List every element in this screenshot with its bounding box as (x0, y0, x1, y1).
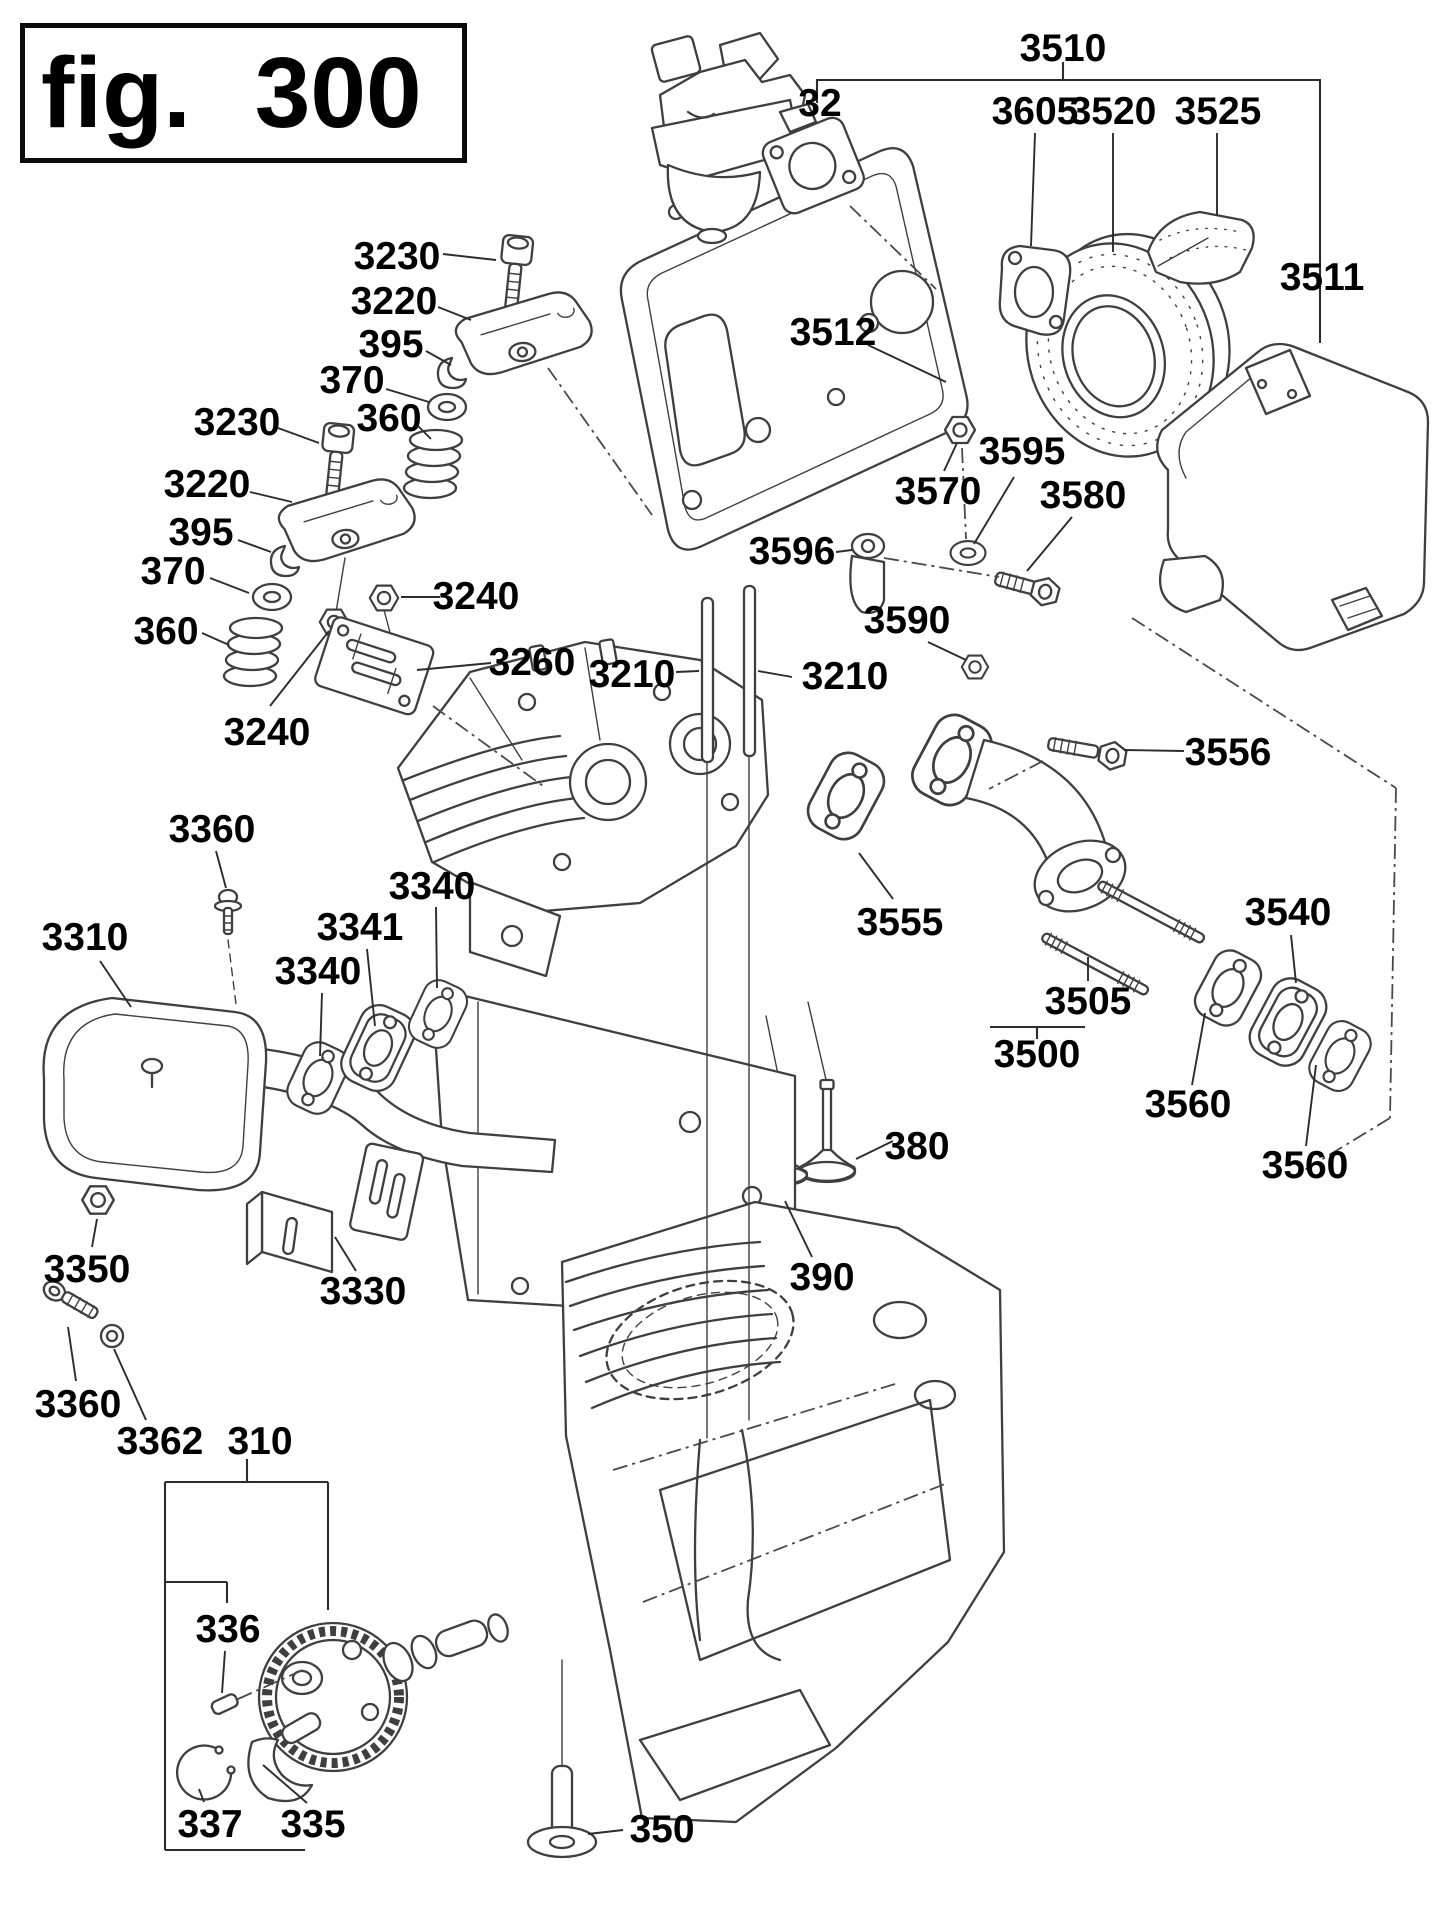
leader-line (1031, 133, 1035, 246)
rocker-arm (277, 477, 418, 563)
leader-line (758, 671, 792, 677)
part-label-395-14: 395 (168, 511, 234, 554)
part-label-3360-36: 3360 (168, 808, 256, 851)
part-label-3555-29: 3555 (856, 901, 944, 944)
part-label-3596-26: 3596 (748, 530, 836, 573)
part-label-370-10: 370 (319, 359, 385, 402)
construction-line (1303, 1118, 1390, 1171)
adjuster-nut (370, 586, 399, 611)
part-label-3350-41: 3350 (43, 1248, 131, 1291)
leader-line (856, 1141, 893, 1159)
leader-line (210, 578, 249, 593)
push-rod-guide-plate (313, 615, 435, 716)
part-label-3260-18: 3260 (488, 641, 576, 684)
part-label-3220-8: 3220 (350, 280, 438, 323)
part-label-3540-28: 3540 (1244, 891, 1332, 934)
valve-tappet (528, 1660, 596, 1857)
leader-line (68, 1327, 76, 1381)
part-label-3505-30: 3505 (1044, 980, 1132, 1023)
valve-spring-clip (438, 358, 466, 388)
spring-retainer (253, 584, 291, 610)
leader-line (944, 443, 957, 471)
part-label-3230-12: 3230 (193, 401, 281, 444)
part-label-380-34: 380 (884, 1125, 950, 1168)
leader-line (1027, 517, 1072, 571)
leader-line (222, 1651, 225, 1693)
filter-foam-element (1148, 212, 1254, 284)
flange-bolt (992, 565, 1061, 609)
part-label-3210-20: 3210 (588, 653, 676, 696)
leader-line (438, 307, 471, 320)
muffler-bolt-upper (215, 890, 241, 1004)
heat-shield (247, 1143, 424, 1272)
construction-line (962, 448, 966, 539)
leader-line (836, 550, 852, 552)
part-label-310-45: 310 (227, 1420, 293, 1463)
construction-line (548, 368, 652, 515)
part-label-3240-17: 3240 (432, 575, 520, 618)
part-label-370-15: 370 (140, 550, 206, 593)
intake-valve (799, 1080, 855, 1182)
leader-line (1192, 1013, 1205, 1085)
camshaft-gear (259, 1623, 407, 1771)
part-label-337-47: 337 (177, 1803, 243, 1846)
stud-bolt (1096, 879, 1206, 946)
spring-retainer (428, 394, 466, 420)
leader-line (202, 633, 229, 645)
part-label-336-46: 336 (195, 1608, 261, 1651)
manifold-bolt (1046, 731, 1128, 772)
part-label-3556-27: 3556 (1184, 731, 1272, 774)
elbow-gasket (1000, 246, 1070, 335)
figure-title: fig. 300 (41, 36, 422, 149)
cylinder-barrel-crankcase (562, 1202, 1004, 1822)
stud-bolt (1040, 931, 1150, 998)
leader-line (436, 907, 437, 988)
leader-line (335, 1237, 356, 1271)
part-label-3580-25: 3580 (1039, 474, 1127, 517)
figure-title-box (20, 23, 467, 163)
construction-line (1132, 618, 1396, 788)
part-label-335-48: 335 (280, 1803, 346, 1846)
leader-line (859, 853, 893, 899)
muffler-cover (44, 998, 267, 1190)
muffler-nut (82, 1186, 114, 1213)
part-label-3590-22: 3590 (863, 599, 951, 642)
leader-line (928, 642, 966, 660)
leader-line (114, 1349, 146, 1420)
leader-line (92, 1219, 97, 1247)
part-label-3362-44: 3362 (116, 1420, 204, 1463)
part-label-3230-7: 3230 (353, 235, 441, 278)
rocker-arm (454, 290, 595, 376)
plain-washer (101, 1325, 123, 1347)
leader-line (974, 477, 1014, 544)
part-label-3240-19: 3240 (223, 711, 311, 754)
part-label-3525-4: 3525 (1174, 90, 1262, 133)
leader-line (588, 1830, 623, 1834)
part-label-3510-1: 3510 (1019, 27, 1107, 70)
part-label-3560-33: 3560 (1261, 1144, 1349, 1187)
part-label-3605-2: 3605 (991, 90, 1079, 133)
part-label-3570-23: 3570 (894, 470, 982, 513)
part-label-3595-24: 3595 (978, 430, 1066, 473)
part-label-3512-6: 3512 (789, 311, 877, 354)
part-label-3360-43: 3360 (34, 1383, 122, 1426)
part-label-3340-38: 3340 (388, 865, 476, 908)
camshaft (378, 1612, 511, 1686)
part-label-3511-5: 3511 (1279, 256, 1365, 299)
valve-spring (224, 618, 282, 686)
part-label-360-11: 360 (356, 397, 422, 440)
part-label-32-0: 32 (798, 82, 842, 125)
valve-spring (404, 430, 462, 498)
rocker-cluster-upper (404, 235, 594, 498)
part-label-350-49: 350 (629, 1808, 695, 1851)
leader-line (386, 389, 429, 402)
leader-line (216, 851, 226, 888)
leader-line (1291, 935, 1296, 983)
part-label-3340-40: 3340 (274, 950, 362, 993)
dowel-pin (210, 1693, 239, 1716)
leader-line (250, 492, 292, 502)
leader-line (443, 254, 496, 260)
leader-line (278, 428, 319, 443)
part-label-3330-42: 3330 (319, 1270, 407, 1313)
part-label-3341-39: 3341 (316, 906, 404, 949)
part-label-3560-32: 3560 (1144, 1083, 1232, 1126)
construction-line (1390, 788, 1396, 1118)
leader-line (426, 351, 451, 365)
intake-manifold-gasket (801, 746, 891, 846)
muffler-bolt-lower (40, 1278, 100, 1323)
leader-line (676, 671, 699, 672)
part-label-3520-3: 3520 (1069, 90, 1157, 133)
part-label-395-9: 395 (358, 323, 424, 366)
part-label-3210-21: 3210 (801, 655, 889, 698)
leader-line (238, 540, 271, 552)
leader-line (1124, 750, 1184, 751)
part-label-390-35: 390 (789, 1256, 855, 1299)
snap-ring (177, 1746, 234, 1800)
part-label-3220-13: 3220 (163, 463, 251, 506)
exhaust-gasket (1189, 944, 1267, 1031)
part-label-3310-37: 3310 (41, 916, 129, 959)
part-label-3500-31: 3500 (993, 1033, 1081, 1076)
part-label-360-16: 360 (133, 610, 199, 653)
breather-strap (850, 534, 884, 613)
